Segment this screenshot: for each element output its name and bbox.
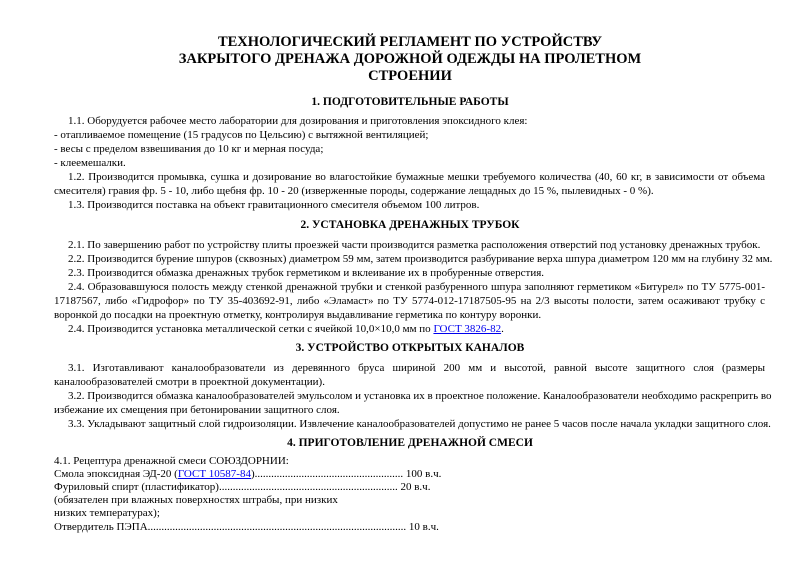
gost-10587-84-link[interactable]: ГОСТ 10587-84 <box>177 468 251 480</box>
paragraph-2-4-mesh <box>68 322 504 336</box>
paragraph-3-1-line-2: каналообразователей смотри в проектной документации). <box>54 376 325 388</box>
section-3-heading: 3. УСТРОЙСТВО ОТКРЫТЫХ КАНАЛОВ <box>295 342 525 354</box>
paragraph-2-4-mesh-end: . <box>501 323 504 335</box>
paragraph-2-4-line-3: воронкой до посадки на проектную отметку, контролируя выдавливание герметика по контуру воронки. <box>54 309 542 321</box>
recipe-note-line-1: (обязателен при влажных поверхностях штрабы, при низких <box>54 494 338 506</box>
recipe-resin-text: Смола эпоксидная ЭД-20 ( <box>54 468 178 480</box>
paragraph-1-2-line-2: смесителя) гравия фр. 5 - 10, либо щебня фр. 10 - 20 (изверженные породы, содержание лещадных до 15 %, пылевидных - 0 %). <box>54 185 654 197</box>
list-item: - отапливаемое помещение (15 градусов по Цельсию) с вытяжной вентиляцией; <box>54 129 429 141</box>
paragraph-2-4-line-2: 17187567, либо «Гидрофор» по ТУ 35-403692-91, либо «Эламаст» по ТУ 5774-012-17187505-95 на 2/3 высоты полости, затем осаживают трубку с <box>54 295 765 307</box>
paragraph-2-2: 2.2. Производится бурение шпуров (сквозных) диаметром 59 мм, затем производится разбуривание верха шпура диаметром 120 мм на глубину 32 мм. <box>68 253 773 265</box>
title-line-1: ТЕХНОЛОГИЧЕСКИЙ РЕГЛАМЕНТ ПО УСТРОЙСТВУ <box>217 34 603 50</box>
paragraph-3-1-line-1: 3.1. Изготавливают каналообразователи из деревянного бруса шириной 200 мм и высотой, равной высоте защитного слоя (размеры <box>68 362 765 374</box>
section-2-heading: 2. УСТАНОВКА ДРЕНАЖНЫХ ТРУБОК <box>300 219 520 231</box>
paragraph-3-2-line-2: избежание их смещения при бетонировании защитного слоя. <box>54 404 340 416</box>
paragraph-4-1: 4.1. Рецептура дренажной смеси СОЮЗДОРНИИ: <box>54 455 289 467</box>
section-4-heading: 4. ПРИГОТОВЛЕНИЕ ДРЕНАЖНОЙ СМЕСИ <box>287 437 533 449</box>
recipe-line-hardener: Отвердитель ПЭПА.............................................................................................. 10 в.ч. <box>54 521 439 533</box>
recipe-resin-amount: )...................................................... 100 в.ч. <box>250 468 442 480</box>
list-item: - клеемешалки. <box>54 157 126 169</box>
paragraph-2-4-mesh-text: 2.4. Производится установка металлической сетки с ячейкой 10,0×10,0 мм по <box>68 323 434 335</box>
paragraph-2-1: 2.1. По завершению работ по устройству плиты проезжей части производится разметка расположения отверстий под установку дренажных трубок. <box>68 239 761 251</box>
paragraph-2-4-line-1: 2.4. Образовавшуюся полость между стенкой дренажной трубки и стенкой разбуренного шпура заполняют герметиком «Битурел» по ТУ 5775-001- <box>68 281 765 293</box>
list-item: - весы с пределом взвешивания до 10 кг и мерная посуда; <box>54 143 324 155</box>
section-1-heading: 1. ПОДГОТОВИТЕЛЬНЫЕ РАБОТЫ <box>311 96 509 108</box>
paragraph-1-3: 1.3. Производится поставка на объект гравитационного смесителя объемом 100 литров. <box>68 199 480 211</box>
paragraph-2-3: 2.3. Производится обмазка дренажных трубок герметиком и вклеивание их в пробуренные отверстия. <box>68 267 545 279</box>
paragraph-3-2-line-1: 3.2. Производится обмазка каналообразователей эмульсолом и установка их в проектное положение. Каналообразователи необходимо раскреприть во <box>68 390 772 402</box>
document-title <box>60 34 760 85</box>
gost-3826-82-link[interactable]: ГОСТ 3826-82 <box>433 323 502 335</box>
title-line-2: ЗАКРЫТОГО ДРЕНАЖА ДОРОЖНОЙ ОДЕЖДЫ НА ПРОЛЕТНОМ <box>178 51 642 67</box>
paragraph-3-3: 3.3. Укладывают защитный слой гидроизоляции. Извлечение каналообразователей допустимо не ранее 5 часов после начала укладки защитного слоя. <box>68 418 771 430</box>
recipe-line-furyl: Фуриловый спирт (пластификатор)................................................................. 20 в.ч. <box>54 481 431 493</box>
recipe-note-line-2: низких температурах); <box>54 507 160 519</box>
paragraph-1-2-line-1: 1.2. Производится промывка, сушка и дозирование во влагостойкие бумажные мешки требуемого количества (40, 60 кг, в зависимости от объема <box>68 171 765 183</box>
paragraph-1-1: 1.1. Оборудуется рабочее место лаборатории для дозирования и приготовления эпоксидного клея: <box>68 115 528 127</box>
recipe-line-resin <box>54 468 441 482</box>
title-line-3: СТРОЕНИИ <box>368 68 452 84</box>
